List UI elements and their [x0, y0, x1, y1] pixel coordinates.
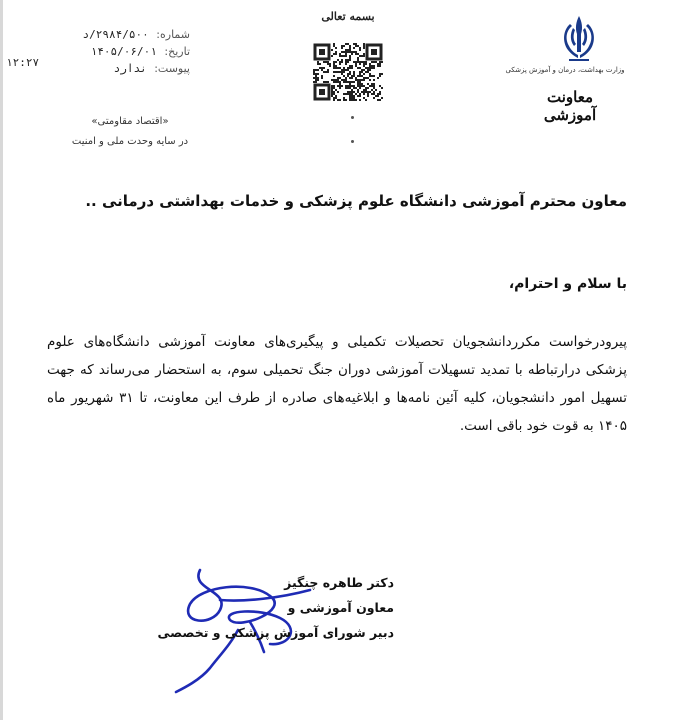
meta-attachment-label: پیوست: [154, 62, 190, 75]
meta-date-label: تاریخ: [164, 45, 190, 58]
meta-attachment-value: ندارد [113, 62, 147, 75]
signatory-title-2: دبیر شورای آموزش پزشکی و تخصصی [157, 625, 394, 640]
motto-line-1: «اقتصاد مقاومتی» [91, 116, 169, 127]
letter-meta [40, 26, 190, 77]
invocation-text: بسمه تعالی [321, 10, 375, 23]
signatory-name: دکتر طاهره چنگیز [284, 575, 394, 590]
timestamp: ۱۲:۲۷ [6, 56, 40, 69]
marker-dot [351, 116, 354, 119]
logo-ministry-text: وزارت بهداشت، درمان و آموزش پزشکی [505, 66, 625, 74]
meta-date-row [40, 43, 190, 60]
signature-block [144, 570, 394, 645]
letter-body: پیرودرخواست مکرردانشجویان تحصیلات تکمیلی و پیگیری‌های معاونت آموزشی دانشگاه‌های علوم پزشکی درارتباطه با تمدید تسهیلات آموزشی دوران جنگ تحمیلی سوم، به استحضار می‌رساند که جهت تسهیل امور دانشجویان، کلیه آئین نامه‌ها و ابلاغیه‌های صادره از طرف این معاونت، تا ۳۱ شهریور ماه ۱۴۰۵ به قوت خود باقی است. [47, 334, 628, 434]
motto-line-2: در سایه وحدت ملی و امنیت [71, 136, 189, 147]
greeting-line: با سلام و احترام، [508, 276, 627, 292]
page-edge [0, 0, 3, 720]
recipient-line: معاون محترم آموزشی دانشگاه علوم پزشکی و خدمات بهداشتی درمانی .. [85, 192, 627, 210]
qr-code-icon [313, 43, 383, 101]
meta-attachment-row [40, 60, 190, 77]
meta-number-value: ۲۹۸۴/۵۰۰/د [82, 28, 149, 41]
marker-dot [351, 140, 354, 143]
motto [60, 112, 200, 152]
signatory-title-1: معاون آموزشی و [287, 600, 394, 615]
iran-emblem-icon [555, 12, 603, 64]
meta-number-row [40, 26, 190, 43]
meta-date-value: ۱۴۰۵/۰۶/۰۱ [90, 45, 157, 58]
logo-department-text: معاونت آموزشی [543, 88, 597, 124]
meta-number-label: شماره: [156, 28, 190, 41]
